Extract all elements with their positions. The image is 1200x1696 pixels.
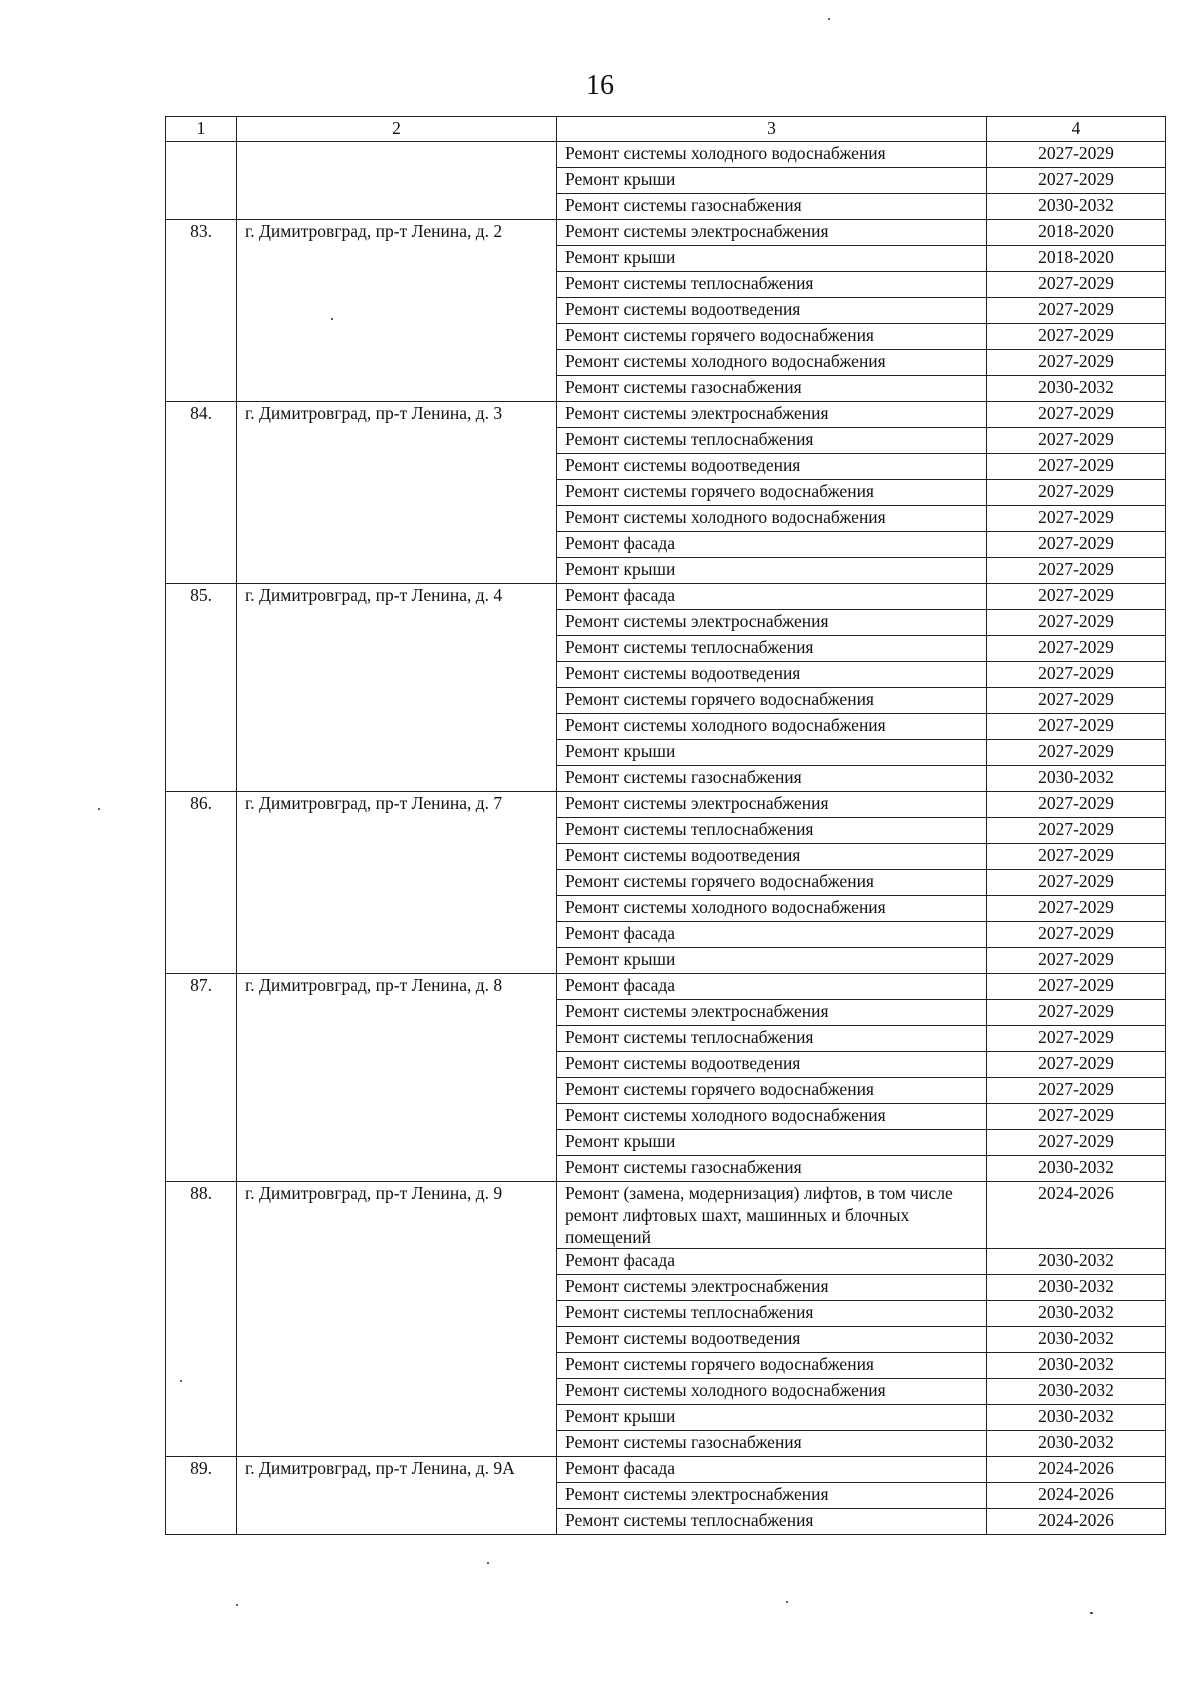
period-cell: 2027-2029: [987, 324, 1166, 350]
scan-speck: [236, 1604, 238, 1606]
work-type-cell: Ремонт фасада: [557, 1457, 987, 1483]
period-cell: 2030-2032: [987, 1431, 1166, 1457]
period-cell: 2027-2029: [987, 402, 1166, 428]
period-cell: 2027-2029: [987, 896, 1166, 922]
item-number-cell: 85.: [166, 584, 237, 792]
work-type-cell: Ремонт системы теплоснабжения: [557, 428, 987, 454]
work-type-cell: Ремонт системы горячего водоснабжения: [557, 870, 987, 896]
period-cell: 2030-2032: [987, 376, 1166, 402]
item-number-cell: 89.: [166, 1457, 237, 1535]
header-col-2: 2: [237, 117, 557, 142]
scan-speck: [180, 1380, 182, 1382]
work-type-cell: Ремонт фасада: [557, 532, 987, 558]
work-type-cell: Ремонт крыши: [557, 246, 987, 272]
work-type-cell: Ремонт системы электроснабжения: [557, 1000, 987, 1026]
period-cell: 2027-2029: [987, 428, 1166, 454]
period-cell: 2027-2029: [987, 350, 1166, 376]
work-type-cell: Ремонт системы холодного водоснабжения: [557, 714, 987, 740]
period-cell: 2027-2029: [987, 532, 1166, 558]
work-type-cell: Ремонт системы электроснабжения: [557, 1275, 987, 1301]
header-row: [166, 117, 1166, 142]
work-type-cell: Ремонт системы холодного водоснабжения: [557, 142, 987, 168]
period-cell: 2027-2029: [987, 818, 1166, 844]
period-cell: 2030-2032: [987, 1379, 1166, 1405]
period-cell: 2027-2029: [987, 584, 1166, 610]
item-number-cell: 83.: [166, 220, 237, 402]
address-cell: [237, 142, 557, 220]
header-col-1: 1: [166, 117, 237, 142]
table-row: [166, 220, 1166, 246]
period-cell: 2027-2029: [987, 1104, 1166, 1130]
period-cell: 2027-2029: [987, 1052, 1166, 1078]
work-type-cell: Ремонт системы водоотведения: [557, 298, 987, 324]
work-type-cell: Ремонт системы газоснабжения: [557, 1431, 987, 1457]
period-cell: 2027-2029: [987, 610, 1166, 636]
address-cell: г. Димитровград, пр-т Ленина, д. 4: [237, 584, 557, 792]
period-cell: 2027-2029: [987, 688, 1166, 714]
table-row: [166, 142, 1166, 168]
period-cell: 2027-2029: [987, 740, 1166, 766]
period-cell: 2027-2029: [987, 974, 1166, 1000]
period-cell: 2027-2029: [987, 714, 1166, 740]
work-type-cell: Ремонт системы газоснабжения: [557, 1156, 987, 1182]
work-type-cell: Ремонт системы холодного водоснабжения: [557, 350, 987, 376]
work-type-cell: Ремонт системы теплоснабжения: [557, 1026, 987, 1052]
period-cell: 2027-2029: [987, 506, 1166, 532]
work-type-cell: Ремонт системы теплоснабжения: [557, 1301, 987, 1327]
work-type-cell: Ремонт системы водоотведения: [557, 1052, 987, 1078]
item-number-cell: [166, 142, 237, 220]
period-cell: 2030-2032: [987, 1275, 1166, 1301]
work-type-cell: Ремонт системы электроснабжения: [557, 220, 987, 246]
address-cell: г. Димитровград, пр-т Ленина, д. 8: [237, 974, 557, 1182]
work-type-cell: Ремонт системы газоснабжения: [557, 766, 987, 792]
address-cell: г. Димитровград, пр-т Ленина, д. 9А: [237, 1457, 557, 1535]
scan-speck: [786, 1601, 788, 1603]
period-cell: 2027-2029: [987, 1130, 1166, 1156]
item-number-cell: 87.: [166, 974, 237, 1182]
repair-schedule-table: [165, 116, 1166, 1535]
period-cell: 2027-2029: [987, 844, 1166, 870]
period-cell: 2027-2029: [987, 870, 1166, 896]
period-cell: 2030-2032: [987, 1353, 1166, 1379]
work-type-cell: Ремонт системы горячего водоснабжения: [557, 324, 987, 350]
work-type-cell: Ремонт системы электроснабжения: [557, 792, 987, 818]
work-type-cell: Ремонт фасада: [557, 922, 987, 948]
period-cell: 2030-2032: [987, 194, 1166, 220]
period-cell: 2027-2029: [987, 480, 1166, 506]
page-number: 16: [586, 70, 614, 101]
address-cell: г. Димитровград, пр-т Ленина, д. 7: [237, 792, 557, 974]
period-cell: 2030-2032: [987, 1301, 1166, 1327]
work-type-cell: Ремонт фасада: [557, 1249, 987, 1275]
period-cell: 2027-2029: [987, 272, 1166, 298]
period-cell: 2024-2026: [987, 1483, 1166, 1509]
work-type-cell: Ремонт системы горячего водоснабжения: [557, 1078, 987, 1104]
item-number-cell: 86.: [166, 792, 237, 974]
work-type-cell: Ремонт системы горячего водоснабжения: [557, 688, 987, 714]
period-cell: 2027-2029: [987, 558, 1166, 584]
header-col-3: 3: [557, 117, 987, 142]
period-cell: 2027-2029: [987, 948, 1166, 974]
table-row: [166, 792, 1166, 818]
header-col-4: 4: [987, 117, 1166, 142]
scan-speck: [98, 808, 100, 810]
work-type-cell: Ремонт системы газоснабжения: [557, 376, 987, 402]
item-number-cell: 88.: [166, 1182, 237, 1457]
scan-speck: [487, 1562, 489, 1564]
work-type-cell: Ремонт системы водоотведения: [557, 1327, 987, 1353]
table-row: [166, 584, 1166, 610]
work-type-cell: Ремонт крыши: [557, 1405, 987, 1431]
period-cell: 2030-2032: [987, 1405, 1166, 1431]
period-cell: 2027-2029: [987, 1000, 1166, 1026]
work-type-cell: Ремонт системы горячего водоснабжения: [557, 1353, 987, 1379]
period-cell: 2027-2029: [987, 168, 1166, 194]
work-type-cell: Ремонт системы холодного водоснабжения: [557, 506, 987, 532]
work-type-cell: Ремонт фасада: [557, 584, 987, 610]
scan-speck: [1090, 1612, 1093, 1614]
work-type-cell: Ремонт системы электроснабжения: [557, 610, 987, 636]
period-cell: 2027-2029: [987, 298, 1166, 324]
period-cell: 2027-2029: [987, 1078, 1166, 1104]
work-type-cell: Ремонт крыши: [557, 740, 987, 766]
work-type-cell: Ремонт системы теплоснабжения: [557, 272, 987, 298]
work-type-cell: Ремонт крыши: [557, 168, 987, 194]
period-cell: 2030-2032: [987, 1249, 1166, 1275]
work-type-cell: Ремонт системы электроснабжения: [557, 1483, 987, 1509]
work-type-cell: Ремонт системы холодного водоснабжения: [557, 1104, 987, 1130]
scan-speck: [828, 18, 830, 20]
table-row: [166, 1457, 1166, 1483]
work-type-cell: Ремонт (замена, модернизация) лифтов, в том числе ремонт лифтовых шахт, машинных и блочных помещений: [557, 1182, 987, 1249]
work-type-cell: Ремонт системы водоотведения: [557, 662, 987, 688]
period-cell: 2024-2026: [987, 1457, 1166, 1483]
item-number-cell: 84.: [166, 402, 237, 584]
period-cell: 2024-2026: [987, 1509, 1166, 1535]
work-type-cell: Ремонт системы горячего водоснабжения: [557, 480, 987, 506]
table-body: [166, 142, 1166, 1535]
work-type-cell: Ремонт системы теплоснабжения: [557, 818, 987, 844]
table-row: [166, 1182, 1166, 1249]
period-cell: 2027-2029: [987, 922, 1166, 948]
work-type-cell: Ремонт системы газоснабжения: [557, 194, 987, 220]
work-type-cell: Ремонт крыши: [557, 948, 987, 974]
table-row: [166, 402, 1166, 428]
work-type-cell: Ремонт системы теплоснабжения: [557, 1509, 987, 1535]
period-cell: 2027-2029: [987, 662, 1166, 688]
address-cell: г. Димитровград, пр-т Ленина, д. 2: [237, 220, 557, 402]
address-cell: г. Димитровград, пр-т Ленина, д. 9: [237, 1182, 557, 1457]
work-type-cell: Ремонт системы электроснабжения: [557, 402, 987, 428]
work-type-cell: Ремонт фасада: [557, 974, 987, 1000]
work-type-cell: Ремонт системы холодного водоснабжения: [557, 1379, 987, 1405]
work-type-cell: Ремонт системы теплоснабжения: [557, 636, 987, 662]
work-type-cell: Ремонт крыши: [557, 558, 987, 584]
period-cell: 2027-2029: [987, 454, 1166, 480]
period-cell: 2018-2020: [987, 220, 1166, 246]
work-type-cell: Ремонт системы холодного водоснабжения: [557, 896, 987, 922]
period-cell: 2030-2032: [987, 1327, 1166, 1353]
period-cell: 2027-2029: [987, 1026, 1166, 1052]
period-cell: 2027-2029: [987, 142, 1166, 168]
period-cell: 2027-2029: [987, 792, 1166, 818]
period-cell: 2024-2026: [987, 1182, 1166, 1249]
period-cell: 2027-2029: [987, 636, 1166, 662]
table-row: [166, 974, 1166, 1000]
work-type-cell: Ремонт системы водоотведения: [557, 844, 987, 870]
period-cell: 2030-2032: [987, 1156, 1166, 1182]
period-cell: 2030-2032: [987, 766, 1166, 792]
address-cell: г. Димитровград, пр-т Ленина, д. 3: [237, 402, 557, 584]
work-type-cell: Ремонт системы водоотведения: [557, 454, 987, 480]
scan-speck: [331, 318, 333, 320]
period-cell: 2018-2020: [987, 246, 1166, 272]
work-type-cell: Ремонт крыши: [557, 1130, 987, 1156]
